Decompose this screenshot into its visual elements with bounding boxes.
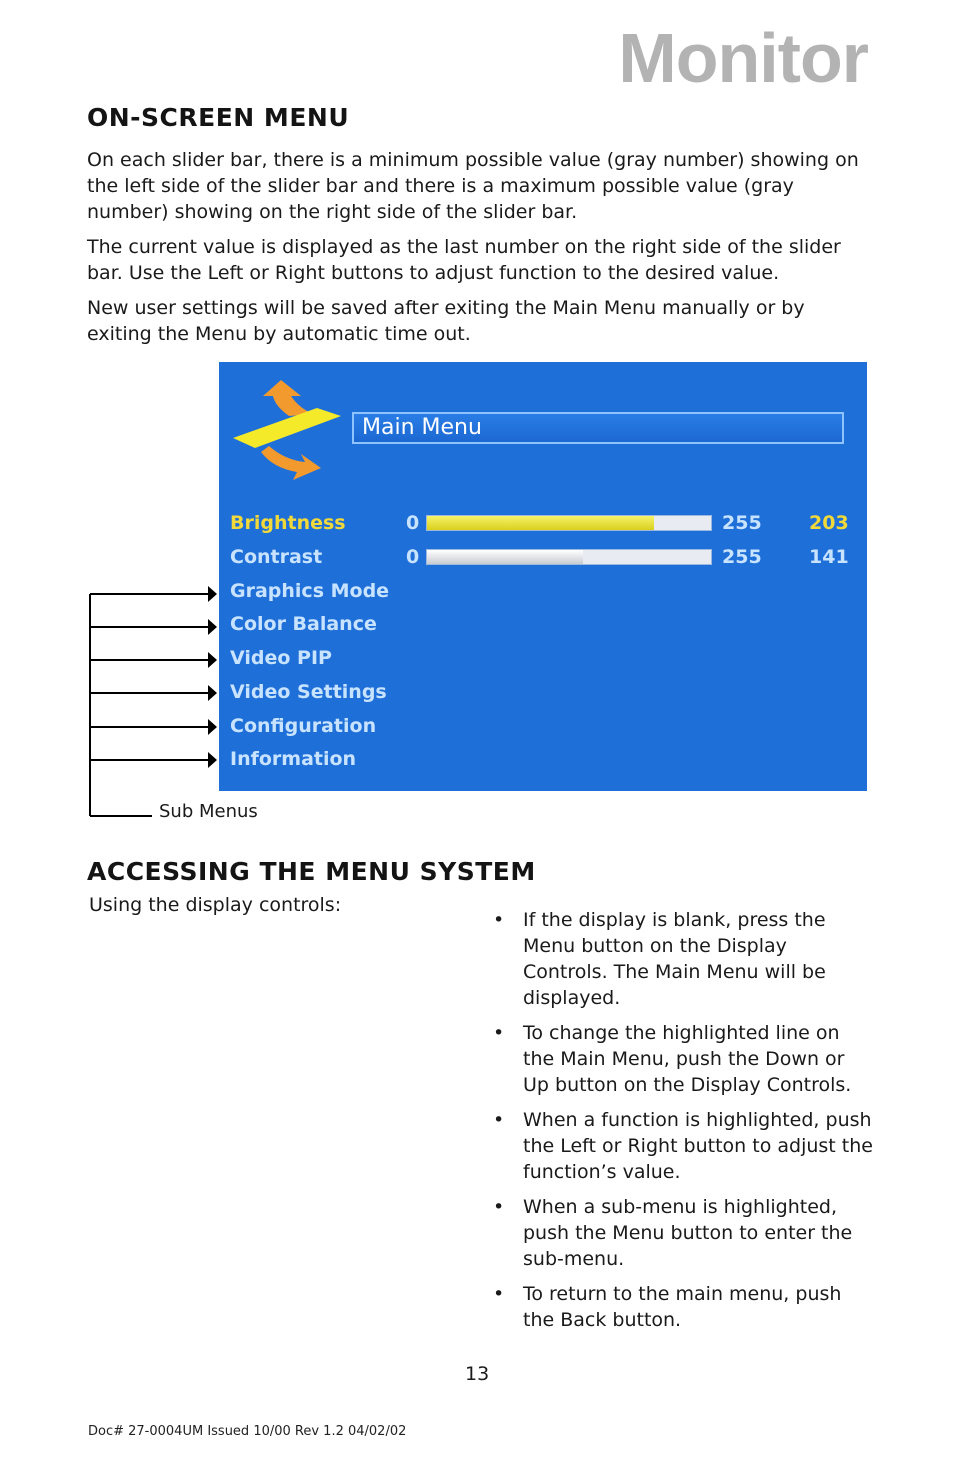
osd-logo-icon — [229, 376, 349, 486]
contrast-min: 0 — [406, 546, 420, 568]
sub-menu-callout-arrows — [0, 0, 230, 830]
osd-title: Main Menu — [362, 415, 482, 440]
brightness-current: 203 — [809, 512, 849, 534]
paragraph-slider-range: On each slider bar, there is a minimum possible value (gray number) showing on the left side of the slider bar and there is a maximum possible value (gray number) showing on the right side of the slider bar. — [87, 149, 859, 223]
contrast-current: 141 — [809, 546, 849, 568]
contrast-max: 255 — [722, 546, 762, 568]
document-reference: Doc# 27-0004UM Issued 10/00 Rev 1.2 04/02/02 — [88, 1424, 407, 1439]
paragraph-current-value: The current value is displayed as the last number on the right side of the slider bar. Use the Left or Right buttons to adjust function to the desired value. — [87, 236, 841, 284]
list-item: • When a function is highlighted, push the Left or Right button to adjust the function’s value. — [493, 1109, 873, 1183]
brightness-slider[interactable] — [426, 515, 712, 531]
paragraph-saving: New user settings will be saved after exiting the Main Menu manually or by exiting the Menu by automatic time out. — [87, 297, 805, 345]
list-item: • When a sub-menu is highlighted, push the Menu button to enter the sub-menu. — [493, 1196, 853, 1270]
section-heading-on-screen-menu: ON-SCREEN MENU — [87, 103, 350, 132]
osd-item-video-settings[interactable]: Video Settings — [230, 681, 387, 703]
osd-item-contrast[interactable]: Contrast — [230, 546, 323, 568]
list-item: • To change the highlighted line on the Main Menu, push the Down or Up button on the Display Controls. — [493, 1022, 852, 1096]
osd-title-box — [352, 412, 844, 444]
brightness-max: 255 — [722, 512, 762, 534]
instruction-list — [493, 907, 873, 1342]
contrast-slider-fill — [427, 550, 583, 564]
brightness-slider-fill — [427, 516, 654, 530]
list-item: • If the display is blank, press the Menu button on the Display Controls. The Main Menu will be displayed. — [493, 909, 826, 1009]
section-heading-accessing-menu: ACCESSING THE MENU SYSTEM — [87, 857, 536, 886]
page-number: 13 — [465, 1363, 490, 1385]
osd-item-color-balance[interactable]: Color Balance — [230, 613, 377, 635]
brightness-min: 0 — [406, 512, 420, 534]
osd-item-information[interactable]: Information — [230, 748, 357, 770]
accessing-intro: Using the display controls: — [89, 894, 342, 916]
osd-item-brightness[interactable]: Brightness — [230, 512, 346, 534]
sub-menus-label: Sub Menus — [159, 801, 258, 822]
page-header-title: Monitor — [618, 19, 868, 97]
osd-item-configuration[interactable]: Configuration — [230, 715, 377, 737]
osd-screenshot — [219, 362, 867, 791]
contrast-slider[interactable] — [426, 549, 712, 565]
osd-item-video-pip[interactable]: Video PIP — [230, 647, 332, 669]
osd-item-graphics-mode[interactable]: Graphics Mode — [230, 580, 390, 602]
list-item: • To return to the main menu, push the Back button. — [493, 1283, 842, 1331]
